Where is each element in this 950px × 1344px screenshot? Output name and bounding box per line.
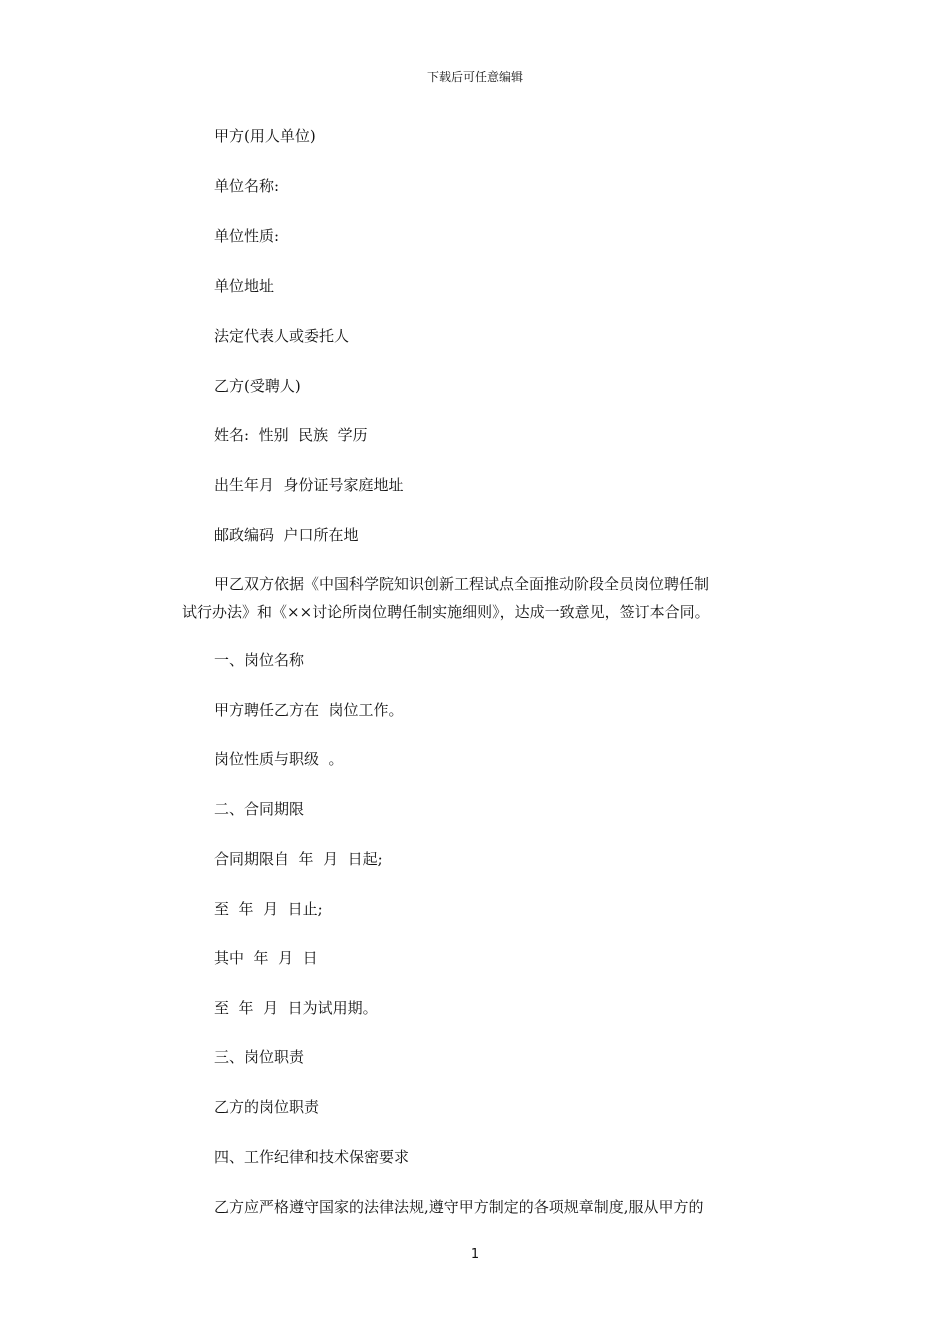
position-level-line: 岗位性质与职级 。 <box>214 750 344 768</box>
page-header: 下载后可任意编辑 <box>426 70 523 84</box>
unit-address-field: 单位地址 <box>214 277 275 295</box>
party-b-label: 乙方(受聘人) <box>214 377 301 395</box>
party-a-label: 甲方(用人单位) <box>214 127 316 145</box>
probation-start-line: 其中 年 月 日 <box>214 949 318 967</box>
contract-end-line: 至 年 月 日止; <box>214 900 323 918</box>
section-4-heading: 四、工作纪律和技术保密要求 <box>214 1148 410 1166</box>
postal-household-line: 邮政编码 户口所在地 <box>214 526 359 544</box>
discipline-line: 乙方应严格遵守国家的法律法规,遵守甲方制定的各项规章制度,服从甲方的 <box>214 1198 704 1216</box>
probation-end-line: 至 年 月 日为试用期。 <box>214 999 378 1017</box>
page-number: 1 <box>470 1247 480 1262</box>
personal-info-line: 姓名: 性别 民族 学历 <box>214 426 368 444</box>
paragraph-line-1: 甲乙双方依据《中国科学院知识创新工程试点全面推动阶段全员岗位聘任制 <box>214 575 710 593</box>
agreement-basis-paragraph <box>182 570 782 626</box>
section-2-heading: 二、合同期限 <box>214 800 305 818</box>
legal-representative-field: 法定代表人或委托人 <box>214 327 350 345</box>
position-assignment-line: 甲方聘任乙方在 岗位工作。 <box>214 701 404 719</box>
unit-name-field: 单位名称: <box>214 177 280 195</box>
birth-id-address-line: 出生年月 身份证号家庭地址 <box>214 476 404 494</box>
paragraph-line-2: 试行办法》和《××讨论所岗位聘任制实施细则》，达成一致意见，签订本合同。 <box>182 603 710 621</box>
contract-start-line: 合同期限自 年 月 日起; <box>214 850 383 868</box>
section-3-heading: 三、岗位职责 <box>214 1048 305 1066</box>
section-1-heading: 一、岗位名称 <box>214 651 305 669</box>
duties-line: 乙方的岗位职责 <box>214 1098 320 1116</box>
unit-nature-field: 单位性质: <box>214 227 280 245</box>
